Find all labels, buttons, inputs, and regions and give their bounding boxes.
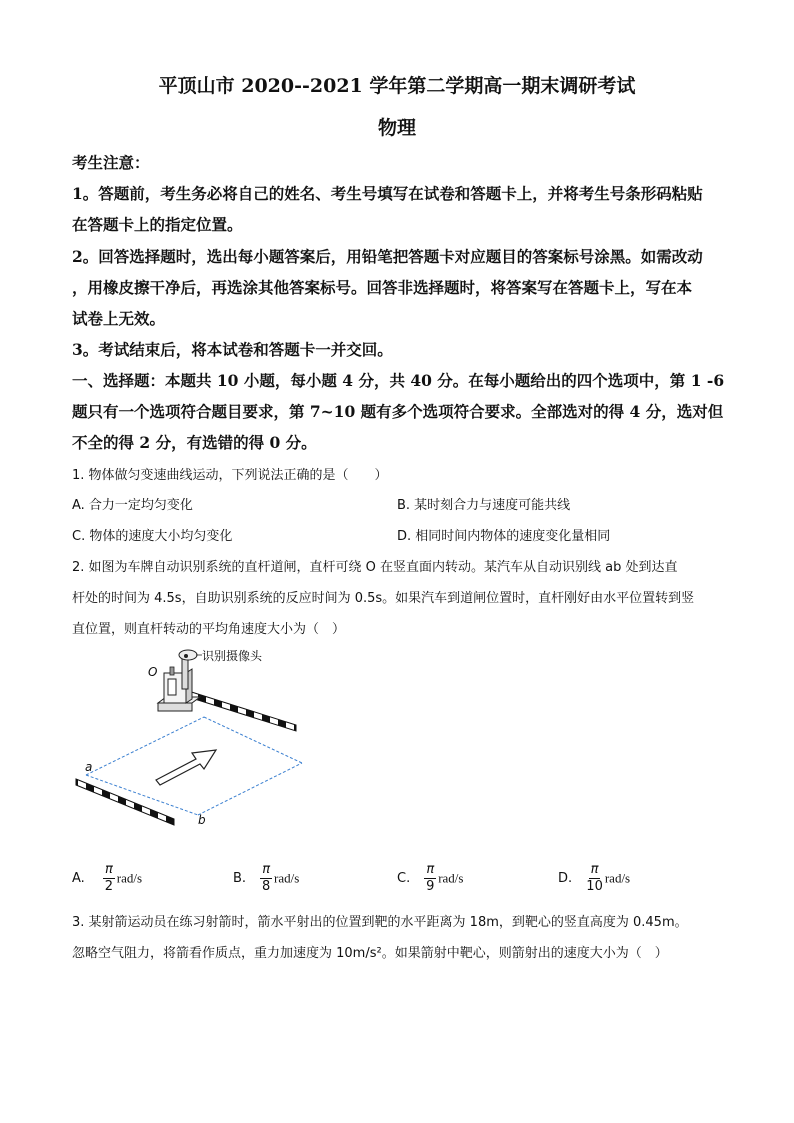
q2-line-1: 2. 如图为车牌自动识别系统的直杆道闸，直杆可绕 O 在竖直面内转动。某汽车从自动识别线 ab 处到达直 <box>72 560 678 575</box>
q3-line-1: 3. 某射箭运动员在练习射箭时，箭水平射出的位置到靶的水平距离为 18m，到靶心的竖直高度为 0.45m。 <box>72 915 688 930</box>
notice-item-3: 3。考试结束后，将本试卷和答题卡一并交回。 <box>72 340 393 359</box>
q1-stem: 1. 物体做匀变速曲线运动，下列说法正确的是（ ） <box>72 468 388 483</box>
q2-option-a <box>72 862 142 895</box>
point-label-b: b <box>198 813 206 827</box>
q2-option-a-fraction <box>103 862 115 895</box>
barrier-gate-figure <box>70 645 310 830</box>
q2-option-a-denominator: 2 <box>104 879 113 894</box>
notice-item-2-line-1: 2。回答选择题时，选出每小题答案后，用铅笔把答题卡对应题目的答案标号涂黑。如需改动 <box>72 247 703 266</box>
q2-option-b <box>233 862 299 895</box>
gate-post <box>158 667 200 711</box>
q2-line-2: 杆处的时间为 4.5s，自助识别系统的反应时间为 0.5s。如果汽车到道闸位置时，直杆刚好由水平位置转到竖 <box>72 591 695 606</box>
section-1-line-1: 一、选择题：本题共 10 小题，每小题 4 分，共 40 分。在每小题给出的四个选项中，第 1 -6 <box>72 371 725 390</box>
q2-option-c <box>397 862 463 895</box>
section-1-line-2: 题只有一个选项符合题目要求，第 7~10 题有多个选项符合要求。全部选对的得 4 分，选对但 <box>72 402 724 421</box>
gate-barrier-arm <box>182 689 296 731</box>
notice-item-2-line-2: ，用橡皮擦干净后，再选涂其他答案标号。回答非选择题时，将答案写在答题卡上，写在本 <box>72 278 693 297</box>
q2-option-d-label: D. <box>558 871 573 886</box>
q1-option-b: B. 某时刻合力与速度可能共线 <box>397 498 571 513</box>
q2-option-b-label: B. <box>233 871 247 886</box>
q2-option-d-unit: rad/s <box>604 870 631 886</box>
q2-option-a-numerator: π <box>104 862 113 877</box>
q2-option-d-numerator: π <box>590 862 599 877</box>
q1-option-d: D. 相同时间内物体的速度变化量相同 <box>397 529 611 544</box>
q2-option-c-fraction <box>424 862 436 895</box>
q2-option-c-denominator: 9 <box>426 879 435 894</box>
q1-option-a: A. 合力一定均匀变化 <box>72 498 193 513</box>
exam-title: 平顶山市 2020--2021 学年第二学期高一期末调研考试 <box>158 75 636 97</box>
q2-option-d <box>558 862 630 895</box>
q2-option-b-unit: rad/s <box>274 870 300 886</box>
pivot-label-o: O <box>148 665 158 679</box>
direction-arrow <box>156 750 216 785</box>
notice-item-1-line-1: 1。答题前，考生务必将自己的姓名、考生号填写在试卷和答题卡上，并将考生号条形码粘贴 <box>72 184 703 203</box>
notice-item-2-line-3: 试卷上无效。 <box>72 309 166 328</box>
point-label-a: a <box>85 760 93 774</box>
q2-option-b-numerator: π <box>262 862 271 877</box>
section-1-line-3: 不全的得 2 分，有选错的得 0 分。 <box>72 433 317 452</box>
q2-option-c-label: C. <box>397 871 411 886</box>
notice-heading: 考生注意： <box>72 153 150 172</box>
subject-title: 物理 <box>377 117 416 139</box>
recognition-line-ab <box>76 779 174 825</box>
q2-option-b-fraction <box>260 862 272 895</box>
q3-line-2: 忽略空气阻力，将箭看作质点，重力加速度为 10m/s²。如果箭射中靶心，则箭射出的速度大小为（ ） <box>72 946 668 961</box>
notice-item-1-line-2: 在答题卡上的指定位置。 <box>72 215 243 234</box>
q1-option-c: C. 物体的速度大小均匀变化 <box>72 529 233 544</box>
camera-post <box>179 650 197 689</box>
q2-option-d-denominator: 10 <box>586 879 603 894</box>
q2-option-a-unit: rad/s <box>116 870 143 886</box>
q2-line-3: 直位置，则直杆转动的平均角速度大小为（ ） <box>72 622 346 637</box>
camera-label: 识别摄像头 <box>202 649 263 663</box>
q2-option-d-fraction <box>586 862 603 895</box>
q2-option-c-unit: rad/s <box>438 870 464 886</box>
q2-option-c-numerator: π <box>426 862 435 877</box>
q2-option-a-label: A. <box>72 871 85 886</box>
q2-option-b-denominator: 8 <box>261 879 271 894</box>
